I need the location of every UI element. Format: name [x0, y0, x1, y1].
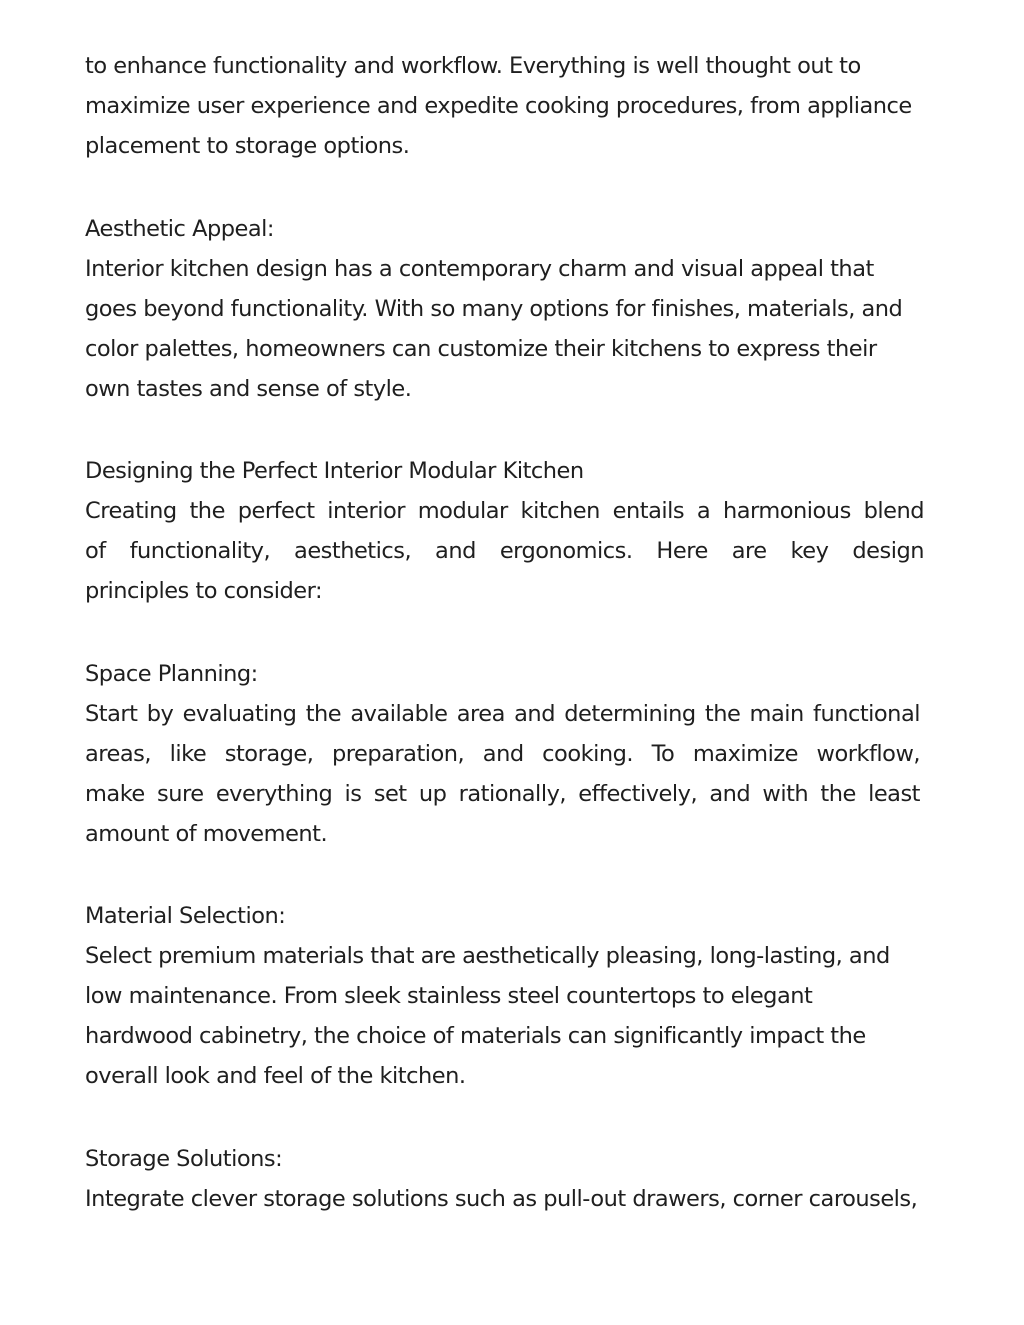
space-line-3: make sure everything is set up rationally, effectively, and with the least — [85, 781, 920, 807]
aesthetic-line-4: own tastes and sense of style. — [85, 376, 412, 402]
space-line-2: areas, like storage, preparation, and cooking. To maximize workflow, — [85, 741, 920, 767]
designing-heading: Designing the Perfect Interior Modular Kitchen — [85, 458, 584, 484]
designing-line-1: Creating the perfect interior modular kitchen entails a harmonious blend — [85, 498, 924, 524]
aesthetic-line-1: Interior kitchen design has a contemporary charm and visual appeal that — [85, 256, 874, 282]
aesthetic-line-2: goes beyond functionality. With so many options for finishes, materials, and — [85, 296, 903, 322]
aesthetic-line-3: color palettes, homeowners can customize their kitchens to express their — [85, 336, 877, 362]
material-line-1: Select premium materials that are aesthetically pleasing, long-lasting, and — [85, 943, 890, 969]
intro-line-3: placement to storage options. — [85, 133, 410, 159]
storage-heading: Storage Solutions: — [85, 1146, 283, 1172]
aesthetic-heading: Aesthetic Appeal: — [85, 216, 275, 242]
intro-line-2: maximize user experience and expedite cooking procedures, from appliance — [85, 93, 912, 119]
material-heading: Material Selection: — [85, 903, 286, 929]
material-line-3: hardwood cabinetry, the choice of materials can significantly impact the — [85, 1023, 866, 1049]
space-heading: Space Planning: — [85, 661, 258, 687]
material-line-4: overall look and feel of the kitchen. — [85, 1063, 466, 1089]
material-line-2: low maintenance. From sleek stainless steel countertops to elegant — [85, 983, 813, 1009]
designing-line-2: of functionality, aesthetics, and ergonomics. Here are key design — [85, 538, 924, 564]
designing-line-3: principles to consider: — [85, 578, 323, 604]
storage-line-1: Integrate clever storage solutions such as pull-out drawers, corner carousels, — [85, 1186, 918, 1212]
space-line-1: Start by evaluating the available area and determining the main functional — [85, 701, 920, 727]
intro-line-1: to enhance functionality and workflow. Everything is well thought out to — [85, 53, 861, 79]
space-line-4: amount of movement. — [85, 821, 328, 847]
